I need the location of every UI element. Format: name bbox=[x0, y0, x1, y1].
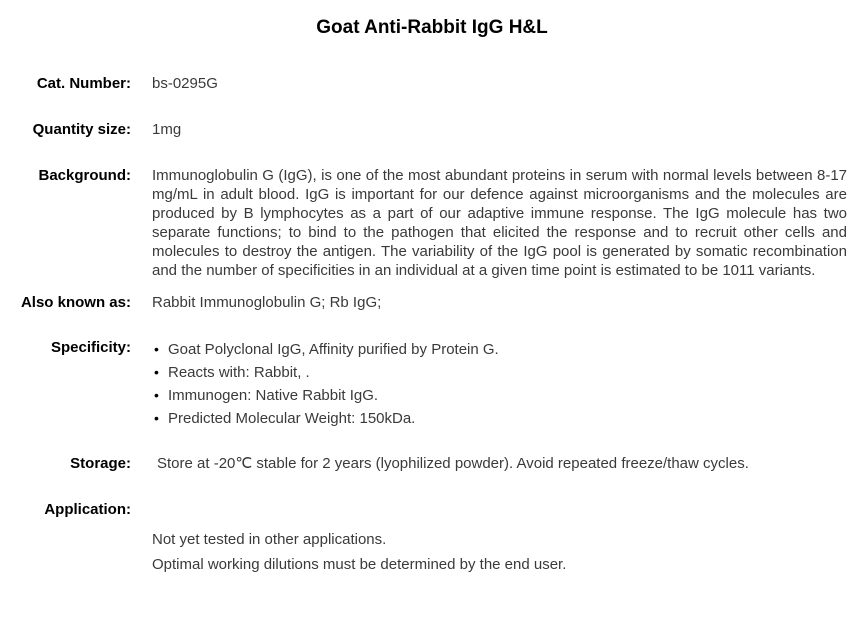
application-line: Optimal working dilutions must be determined by the end user. bbox=[152, 556, 567, 573]
specificity-item: • Immunogen: Native Rabbit IgG. bbox=[152, 384, 847, 407]
storage-label: Storage: bbox=[70, 455, 131, 472]
specificity-bullet-list bbox=[152, 338, 847, 430]
also-known-as-label: Also known as: bbox=[20, 294, 131, 311]
specificity-value bbox=[152, 338, 864, 430]
specificity-label: Specificity: bbox=[50, 339, 131, 356]
application-line: Not yet tested in other applications. bbox=[152, 531, 387, 548]
storage-value: Store at -20℃ stable for 2 years (lyophilized powder). Avoid repeated freeze/thaw cycles. bbox=[157, 455, 749, 472]
application-lines bbox=[152, 527, 864, 577]
background-label: Background: bbox=[38, 167, 131, 184]
quantity-size-value: 1mg bbox=[152, 121, 182, 138]
cat-number-value: bs-0295G bbox=[152, 75, 218, 92]
specificity-item: • Predicted Molecular Weight: 150kDa. bbox=[152, 407, 847, 430]
application-label: Application: bbox=[44, 501, 131, 518]
field-row-cat-number bbox=[0, 74, 864, 93]
quantity-size-label: Quantity size: bbox=[32, 121, 131, 138]
field-row-also-known-as bbox=[0, 293, 864, 312]
specificity-item: • Reacts with: Rabbit, . bbox=[152, 361, 847, 384]
field-row-specificity bbox=[0, 338, 864, 430]
field-row-background bbox=[0, 166, 864, 280]
page-title: Goat Anti-Rabbit IgG H&L bbox=[316, 17, 548, 38]
field-row-application bbox=[0, 500, 864, 519]
cat-number-label: Cat. Number: bbox=[36, 75, 131, 92]
field-row-storage bbox=[0, 454, 864, 473]
specificity-item: • Goat Polyclonal IgG, Affinity purified by Protein G. bbox=[152, 338, 847, 361]
also-known-as-value: Rabbit Immunoglobulin G; Rb IgG; bbox=[152, 294, 382, 311]
background-value: Immunoglobulin G (IgG), is one of the most abundant proteins in serum with normal levels between 8-17 mg/mL in adult blood. IgG is important for our defence against microorganisms and the molecules are produced by B lymphocytes as a part of our adaptive immune response. The IgG molecule has two separate functions; to bind to the pathogen that elicited the response and to recruit other cells and molecules to destroy the antigen. The variability of the IgG pool is generated by somatic recombination and the number of specificities in an individual at a given time point is estimated to be 1011 variants. bbox=[152, 167, 847, 279]
field-row-quantity-size bbox=[0, 120, 864, 139]
